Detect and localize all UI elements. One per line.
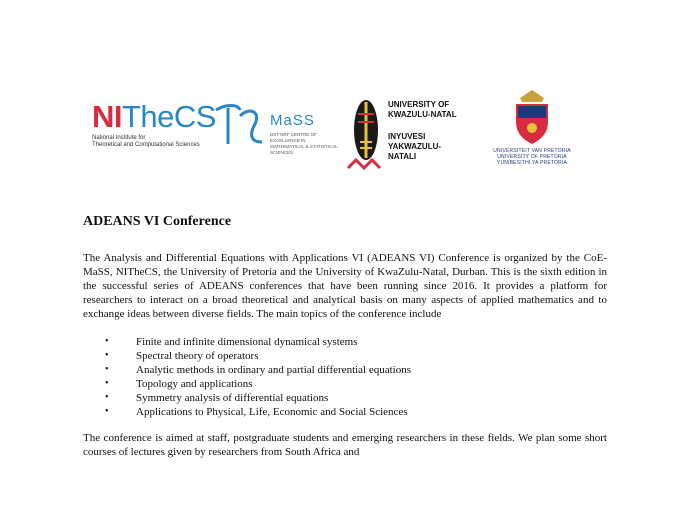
ukzn-logo	[346, 92, 466, 176]
list-item: • Spectral theory of operators	[105, 350, 259, 362]
up-logo	[472, 88, 602, 178]
bullet-icon: •	[105, 392, 109, 403]
list-item: • Analytic methods in ordinary and partial differential equations	[105, 364, 412, 376]
list-item: • Finite and infinite dimensional dynamical systems	[105, 336, 358, 348]
ukzn-name-zulu: INYUVESI YAKWAZULU-NATALI	[388, 132, 442, 161]
bullet-icon: •	[105, 378, 109, 389]
nithecs-logo-ni: NI	[92, 99, 122, 134]
intro-paragraph: The Analysis and Differential Equations with Applications VI (ADEANS VI) Conference is organized by the CoE-MaSS, NITheCS, the University of Pretoria and the University of KwaZulu-Natal, Durban. This is the sixth edition in the successful series of ADEANS conferences that have been running since 2016. It provides a platform for researchers to interact on a broad theoretical and analytical basis on many aspects of applied mathematics and to exchange ideas between diverse fields. The main topics of the conference include	[83, 252, 607, 320]
nithecs-logo	[92, 99, 216, 149]
list-item: • Symmetry analysis of differential equations	[105, 392, 329, 404]
bullet-icon: •	[105, 336, 109, 347]
nithecs-logo-cs: CS	[173, 99, 216, 134]
document-body	[83, 214, 607, 459]
up-name: UNIVERSITEIT VAN PRETORIA UNIVERSITY OF PRETORIA YUNIBESITHI YA PRETORIA	[493, 148, 571, 166]
logo-banner	[88, 88, 608, 178]
nithecs-subtitle: National Institute for Theoretical and Computational Sciences	[92, 135, 200, 148]
bullet-icon: •	[105, 406, 109, 417]
list-item: • Applications to Physical, Life, Economic and Social Sciences	[105, 406, 408, 418]
mass-logo	[210, 96, 340, 156]
ukzn-shield-icon	[346, 92, 388, 176]
up-crest-icon	[510, 88, 554, 146]
list-item: • Topology and applications	[105, 378, 253, 390]
bullet-icon: •	[105, 364, 109, 375]
topics-list	[83, 335, 607, 419]
mass-subtitle: DST-NRF CENTRE OF EXCELLENCE IN MATHEMATICAL & STATISTICAL SCIENCES	[270, 132, 338, 155]
nithecs-logo-the: The	[122, 99, 174, 134]
mass-emblem-icon	[210, 96, 270, 156]
mass-name: MaSS	[270, 112, 315, 129]
bullet-icon: •	[105, 350, 109, 361]
document-title: ADEANS VI Conference	[83, 214, 232, 229]
ukzn-name-english: UNIVERSITY OF KWAZULU-NATAL	[388, 100, 457, 119]
audience-paragraph: The conference is aimed at staff, postgraduate students and emerging researchers in these fields. We plan some short courses of lectures given by researchers from South Africa and	[83, 432, 607, 458]
